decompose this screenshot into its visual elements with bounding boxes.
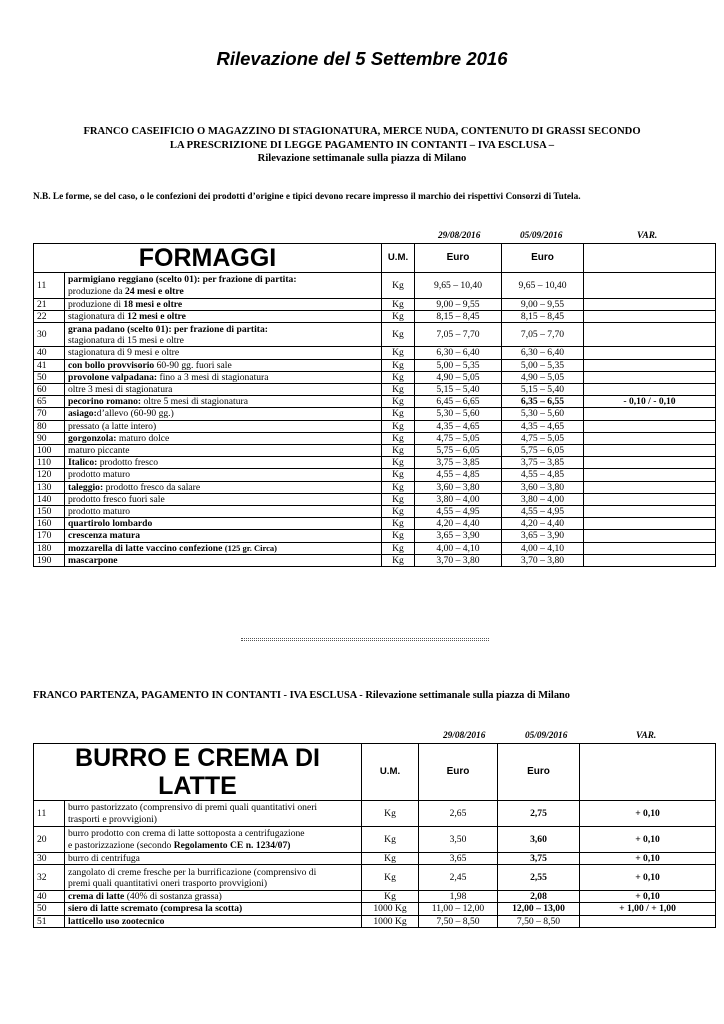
row-curr: 5,00 – 5,35 (502, 359, 584, 371)
header-line-1: FRANCO CASEIFICIO O MAGAZZINO DI STAGIONATURA, MERCE NUDA, CONTENUTO DI GRASSI SECONDO (83, 126, 641, 137)
desc-part: maturo dolce (116, 432, 170, 444)
row-desc: burro di centrifuga (65, 853, 362, 865)
row-prev: 9,00 – 9,55 (415, 299, 502, 311)
var-label: VAR. (637, 231, 658, 241)
row-curr: 4,55 – 4,95 (502, 506, 584, 518)
burro-header-row (34, 744, 716, 801)
row-desc (65, 891, 362, 903)
table-row (34, 865, 716, 891)
euro-header-prev: Euro (419, 744, 498, 801)
row-desc (65, 371, 382, 383)
row-var (584, 359, 716, 371)
desc-part: crema di latte (68, 891, 125, 903)
row-um: Kg (382, 359, 415, 371)
row-code: 20 (34, 827, 65, 853)
row-desc: mascarpone (65, 554, 382, 566)
row-desc: siero di latte scremato (compresa la scotta) (65, 903, 362, 915)
table-row (34, 542, 716, 554)
table-row (34, 853, 716, 865)
row-desc (65, 457, 382, 469)
row-curr: 12,00 – 13,00 (498, 903, 580, 915)
row-prev: 7,05 – 7,70 (415, 323, 502, 347)
row-um: Kg (382, 493, 415, 505)
desc-part: parmigiano reggiano (scelto 01): per frazione di partita: (68, 274, 297, 286)
row-desc: crescenza matura (65, 530, 382, 542)
row-prev: 3,65 – 3,90 (415, 530, 502, 542)
table-row (34, 311, 716, 323)
row-prev: 6,45 – 6,65 (415, 396, 502, 408)
table-row (34, 827, 716, 853)
row-desc (65, 827, 362, 853)
row-prev: 3,60 – 3,80 (415, 481, 502, 493)
row-curr: 3,60 (498, 827, 580, 853)
desc-part: provolone valpadana: (68, 371, 158, 383)
row-prev: 3,75 – 3,85 (415, 457, 502, 469)
euro-header-prev: Euro (415, 244, 502, 273)
row-um: Kg (382, 396, 415, 408)
row-desc (65, 481, 382, 493)
row-curr: 6,30 – 6,40 (502, 347, 584, 359)
row-code: 140 (34, 493, 65, 505)
header-line-3: Rilevazione settimanale sulla piazza di Milano (257, 153, 467, 164)
row-var (584, 299, 716, 311)
row-desc (65, 359, 382, 371)
row-um: Kg (362, 827, 419, 853)
row-prev: 4,35 – 4,65 (415, 420, 502, 432)
desc-part: trasporti e provvigioni) (68, 813, 157, 825)
desc-part: e pastorizzazione (secondo (68, 839, 174, 851)
row-prev: 5,15 – 5,40 (415, 384, 502, 396)
row-prev: 4,00 – 4,10 (415, 542, 502, 554)
dotted-separator (241, 638, 489, 639)
row-code: 32 (34, 865, 65, 891)
row-desc: prodotto maturo (65, 506, 382, 518)
row-desc (65, 801, 362, 827)
date-curr: 05/09/2016 (525, 731, 568, 741)
row-var (584, 493, 716, 505)
row-um: Kg (362, 891, 419, 903)
row-prev: 9,65 – 10,40 (415, 273, 502, 299)
row-code: 90 (34, 432, 65, 444)
desc-part: gorgonzola: (68, 432, 117, 444)
date-prev: 29/08/2016 (438, 231, 481, 241)
table-row (34, 408, 716, 420)
row-prev: 2,65 (419, 801, 498, 827)
row-desc: pressato (a latte intero) (65, 420, 382, 432)
desc-part: premi quali quantitativi oneri trasporto provvigioni) (68, 877, 268, 889)
table-row (34, 469, 716, 481)
row-curr: 5,75 – 6,05 (502, 445, 584, 457)
row-prev: 3,65 (419, 853, 498, 865)
row-var (584, 371, 716, 383)
var-label: VAR. (636, 731, 657, 741)
row-var (584, 323, 716, 347)
table-row (34, 299, 716, 311)
row-desc: maturo piccante (65, 445, 382, 457)
row-curr: 4,35 – 4,65 (502, 420, 584, 432)
burro-table (33, 743, 716, 928)
row-prev: 4,55 – 4,95 (415, 506, 502, 518)
row-curr: 5,15 – 5,40 (502, 384, 584, 396)
row-desc: oltre 3 mesi di stagionatura (65, 384, 382, 396)
table-row (34, 506, 716, 518)
euro-header-curr: Euro (502, 244, 584, 273)
table-row (34, 801, 716, 827)
formaggi-title: FORMAGGI (34, 244, 382, 273)
row-um: Kg (382, 481, 415, 493)
row-prev: 3,80 – 4,00 (415, 493, 502, 505)
row-var: + 0,10 (580, 801, 716, 827)
row-var: + 0,10 (580, 865, 716, 891)
desc-part: 60-90 gg. fuori sale (154, 359, 232, 371)
row-code: 100 (34, 445, 65, 457)
row-code: 120 (34, 469, 65, 481)
row-var (584, 554, 716, 566)
formaggi-header-row (34, 244, 716, 273)
row-um: Kg (382, 530, 415, 542)
table-row (34, 530, 716, 542)
row-desc (65, 408, 382, 420)
row-var (584, 420, 716, 432)
table-row (34, 493, 716, 505)
row-curr: 7,50 – 8,50 (498, 915, 580, 927)
row-prev: 5,30 – 5,60 (415, 408, 502, 420)
table-row (34, 396, 716, 408)
table-row (34, 481, 716, 493)
burro-date-header (0, 731, 724, 743)
formaggi-table (33, 243, 716, 567)
table-row (34, 420, 716, 432)
row-var (584, 457, 716, 469)
row-prev: 3,50 (419, 827, 498, 853)
desc-part: (40% di sostanza grassa) (124, 891, 222, 903)
row-curr: 5,30 – 5,60 (502, 408, 584, 420)
desc-part: burro prodotto con crema di latte sottoposta a centrifugazione (68, 828, 305, 840)
row-um: Kg (382, 506, 415, 518)
row-code: 170 (34, 530, 65, 542)
row-desc: latticello uso zootecnico (65, 915, 362, 927)
dotted-separator (241, 640, 489, 641)
row-code: 160 (34, 518, 65, 530)
row-curr: 3,65 – 3,90 (502, 530, 584, 542)
desc-part: (125 gr. Circa) (224, 542, 277, 553)
table-row (34, 518, 716, 530)
page-title: Rilevazione del 5 Settembre 2016 (216, 48, 508, 69)
row-var: + 0,10 (580, 853, 716, 865)
row-um: Kg (382, 445, 415, 457)
table-row (34, 457, 716, 469)
row-um: 1000 Kg (362, 915, 419, 927)
row-code: 21 (34, 299, 65, 311)
row-desc: prodotto maturo (65, 469, 382, 481)
row-code: 50 (34, 371, 65, 383)
burro-title: BURRO E CREMA DI LATTE (34, 744, 362, 801)
um-header: U.M. (382, 244, 415, 273)
row-var: - 0,10 / - 0,10 (584, 396, 716, 408)
row-um: Kg (382, 384, 415, 396)
row-curr: 4,20 – 4,40 (502, 518, 584, 530)
table-row (34, 445, 716, 457)
var-header (580, 744, 716, 801)
desc-part: burro pastorizzato (comprensivo di premi quali quantitativi oneri (68, 802, 318, 814)
row-prev: 4,75 – 5,05 (415, 432, 502, 444)
row-curr: 7,05 – 7,70 (502, 323, 584, 347)
row-code: 80 (34, 420, 65, 432)
row-code: 51 (34, 915, 65, 927)
row-um: Kg (382, 273, 415, 299)
row-var: + 0,10 (580, 827, 716, 853)
row-prev: 4,55 – 4,85 (415, 469, 502, 481)
row-desc (65, 542, 382, 554)
row-um: Kg (382, 311, 415, 323)
table-row (34, 891, 716, 903)
row-var (584, 273, 716, 299)
table-row (34, 384, 716, 396)
row-um: Kg (382, 323, 415, 347)
desc-part: con bollo provvisorio (68, 359, 155, 371)
row-var (584, 445, 716, 457)
row-prev: 4,90 – 5,05 (415, 371, 502, 383)
row-code: 40 (34, 347, 65, 359)
row-code: 150 (34, 506, 65, 518)
row-var (584, 518, 716, 530)
desc-part: 24 mesi e oltre (125, 285, 184, 297)
um-header: U.M. (362, 744, 419, 801)
row-curr: 4,00 – 4,10 (502, 542, 584, 554)
note-text: N.B. Le forme, se del caso, o le confezioni dei prodotti d’origine e tipici devono recare impresso il marchio dei rispettivi Consorzi di Tutela. (33, 192, 581, 202)
row-code: 11 (34, 801, 65, 827)
row-var: + 0,10 (580, 891, 716, 903)
row-prev: 1,98 (419, 891, 498, 903)
row-var (584, 481, 716, 493)
row-var (584, 542, 716, 554)
row-um: Kg (382, 542, 415, 554)
row-um: Kg (362, 801, 419, 827)
desc-part: fino a 3 mesi di stagionatura (157, 371, 269, 383)
desc-part: pecorino romano: (68, 396, 142, 408)
row-um: Kg (382, 469, 415, 481)
desc-part: stagionatura di (68, 311, 128, 323)
row-var: + 1,00 / + 1,00 (580, 903, 716, 915)
table-row (34, 554, 716, 566)
row-code: 60 (34, 384, 65, 396)
desc-part: oltre 5 mesi di stagionatura (141, 396, 248, 408)
table-row (34, 432, 716, 444)
table-row (34, 347, 716, 359)
row-prev: 7,50 – 8,50 (419, 915, 498, 927)
row-var (584, 506, 716, 518)
row-code: 70 (34, 408, 65, 420)
desc-part: prodotto fresco (97, 457, 159, 469)
row-prev: 3,70 – 3,80 (415, 554, 502, 566)
row-curr: 3,60 – 3,80 (502, 481, 584, 493)
section2-header: FRANCO PARTENZA, PAGAMENTO IN CONTANTI - IVA ESCLUSA - Rilevazione settimanale sulla piazza di Milano (33, 690, 570, 701)
row-code: 22 (34, 311, 65, 323)
row-curr: 8,15 – 8,45 (502, 311, 584, 323)
row-um: Kg (362, 853, 419, 865)
desc-part: taleggio: (68, 481, 104, 493)
section-header (20, 125, 704, 166)
row-desc: stagionatura di 9 mesi e oltre (65, 347, 382, 359)
row-um: Kg (382, 420, 415, 432)
row-curr: 4,75 – 5,05 (502, 432, 584, 444)
desc-part: 18 mesi e oltre (123, 299, 183, 310)
desc-part: produzione da (68, 285, 126, 297)
row-desc (65, 396, 382, 408)
row-curr: 4,55 – 4,85 (502, 469, 584, 481)
desc-part: stagionatura di 15 mesi e oltre (68, 334, 184, 346)
row-var (580, 915, 716, 927)
desc-part: Italico: (68, 457, 98, 469)
desc-part: zangolato di creme fresche per la burrificazione (comprensivo di (68, 866, 317, 878)
row-prev: 8,15 – 8,45 (415, 311, 502, 323)
row-var (584, 384, 716, 396)
row-desc (65, 273, 382, 299)
row-code: 190 (34, 554, 65, 566)
row-um: Kg (382, 299, 415, 311)
row-var (584, 347, 716, 359)
row-um: Kg (382, 408, 415, 420)
table-row (34, 903, 716, 915)
row-code: 180 (34, 542, 65, 554)
var-header (584, 244, 716, 273)
date-prev: 29/08/2016 (443, 731, 486, 741)
row-um: Kg (362, 865, 419, 891)
row-code: 130 (34, 481, 65, 493)
row-prev: 2,45 (419, 865, 498, 891)
desc-part: Regolamento CE n. 1234/07) (173, 839, 291, 851)
row-desc: prodotto fresco fuori sale (65, 493, 382, 505)
row-curr: 3,80 – 4,00 (502, 493, 584, 505)
row-um: Kg (382, 554, 415, 566)
desc-part: d’allevo (60-90 gg.) (96, 408, 174, 420)
row-var (584, 469, 716, 481)
row-code: 110 (34, 457, 65, 469)
row-desc (65, 299, 382, 311)
desc-part: prodotto fresco da salare (103, 481, 201, 493)
desc-part: 12 mesi e oltre (127, 311, 186, 323)
row-code: 30 (34, 323, 65, 347)
row-desc (65, 311, 382, 323)
row-um: 1000 Kg (362, 903, 419, 915)
row-var (584, 530, 716, 542)
row-curr: 3,70 – 3,80 (502, 554, 584, 566)
row-um: Kg (382, 518, 415, 530)
row-curr: 2,08 (498, 891, 580, 903)
row-curr: 3,75 (498, 853, 580, 865)
row-prev: 11,00 – 12,00 (419, 903, 498, 915)
desc-part: produzione di (68, 299, 124, 310)
date-curr: 05/09/2016 (520, 231, 563, 241)
row-code: 30 (34, 853, 65, 865)
row-code: 41 (34, 359, 65, 371)
table-row (34, 359, 716, 371)
row-prev: 5,75 – 6,05 (415, 445, 502, 457)
formaggi-date-header (0, 231, 724, 243)
row-curr: 6,35 – 6,55 (502, 396, 584, 408)
row-um: Kg (382, 457, 415, 469)
row-curr: 2,75 (498, 801, 580, 827)
row-code: 11 (34, 273, 65, 299)
euro-header-curr: Euro (498, 744, 580, 801)
row-um: Kg (382, 371, 415, 383)
row-var (584, 408, 716, 420)
table-row (34, 371, 716, 383)
row-curr: 2,55 (498, 865, 580, 891)
row-curr: 9,00 – 9,55 (502, 299, 584, 311)
desc-part: mozzarella di latte vaccino confezione (68, 542, 223, 554)
row-desc (65, 432, 382, 444)
row-var (584, 311, 716, 323)
row-code: 65 (34, 396, 65, 408)
row-prev: 5,00 – 5,35 (415, 359, 502, 371)
header-line-2: LA PRESCRIZIONE DI LEGGE PAGAMENTO IN CONTANTI – IVA ESCLUSA – (169, 139, 555, 151)
desc-part: asiago: (68, 408, 97, 420)
desc-part: grana padano (scelto 01): per frazione di partita: (68, 323, 268, 335)
row-curr: 4,90 – 5,05 (502, 371, 584, 383)
row-code: 50 (34, 903, 65, 915)
row-um: Kg (382, 432, 415, 444)
row-curr: 9,65 – 10,40 (502, 273, 584, 299)
row-code: 40 (34, 891, 65, 903)
table-row (34, 915, 716, 927)
row-um: Kg (382, 347, 415, 359)
row-var (584, 432, 716, 444)
row-prev: 6,30 – 6,40 (415, 347, 502, 359)
row-desc: quartirolo lombardo (65, 518, 382, 530)
row-desc (65, 323, 382, 347)
row-curr: 3,75 – 3,85 (502, 457, 584, 469)
table-row (34, 323, 716, 347)
row-prev: 4,20 – 4,40 (415, 518, 502, 530)
row-desc (65, 865, 362, 891)
table-row (34, 273, 716, 299)
